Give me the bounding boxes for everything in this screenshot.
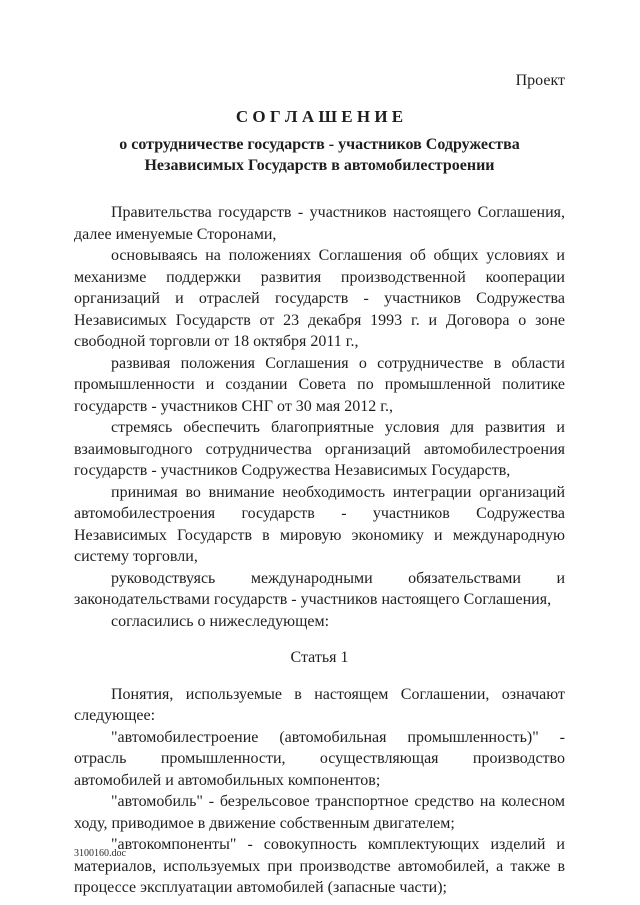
preamble-paragraph-3: развивая положения Соглашения о сотрудничестве в области промышленности и создании Совета по промышленной политике государств - участников СНГ от 30 мая 2012 г., [74, 354, 565, 415]
preamble-paragraph-7: согласились о нижеследующем: [111, 612, 330, 630]
article-1-paragraph-1: Понятия, используемые в настоящем Соглашении, означают следующее: [74, 685, 565, 724]
footer-filename: 3100160.doc [74, 848, 126, 859]
article-1-paragraph-3: "автомобиль" - безрельсовое транспортное средство на колесном ходу, приводимое в движение собственным двигателем; [74, 793, 565, 832]
document-title: С О Г Л А Ш Е Н И Е [235, 107, 404, 126]
preamble-paragraph-4: стремясь обеспечить благоприятные условия для развития и взаимовыгодного сотрудничества организаций автомобилестроения государств - участников Содружества Независимых Государств, [74, 419, 565, 479]
document-subtitle [74, 134, 565, 176]
preamble-paragraph-1: Правительства государств - участников настоящего Соглашения, далее именуемые Сторонами, [74, 204, 565, 243]
document-subtitle-line-1: о сотрудничестве государств - участников Содружества [119, 136, 520, 153]
preamble-paragraph-6: руководствуясь международными обязательствами и законодательствами государств - участников настоящего Соглашения, [74, 569, 565, 608]
project-label: Проект [515, 72, 565, 89]
article-1-heading: Статья 1 [290, 649, 349, 666]
document-subtitle-line-2: Независимых Государств в автомобилестроении [144, 157, 495, 174]
preamble-paragraph-5: принимая во внимание необходимость интеграции организаций автомобилестроения государств - участников Содружества Независимых Государств в мировую экономику и международную систему торговли, [74, 483, 565, 565]
document-body [74, 202, 565, 899]
article-1-paragraph-2: "автомобилестроение (автомобильная промышленность)" - отрасль промышленности, осуществляющая производство автомобилей и автомобильных компонентов; [74, 728, 565, 789]
article-1-paragraph-4: "автокомпоненты" - совокупность комплектующих изделий и материалов, используемых при производстве автомобилей, а также в процессе эксплуатации автомобилей (запасные части); [74, 836, 565, 896]
preamble-paragraph-2: основываясь на положениях Соглашения об общих условиях и механизме поддержки развития производственной кооперации организаций и отраслей государств - участников Содружества Независимых Государств от 23 декабря 1993 г. и Договора о зоне свободной торговли от 18 октября 2011 г., [74, 247, 565, 350]
